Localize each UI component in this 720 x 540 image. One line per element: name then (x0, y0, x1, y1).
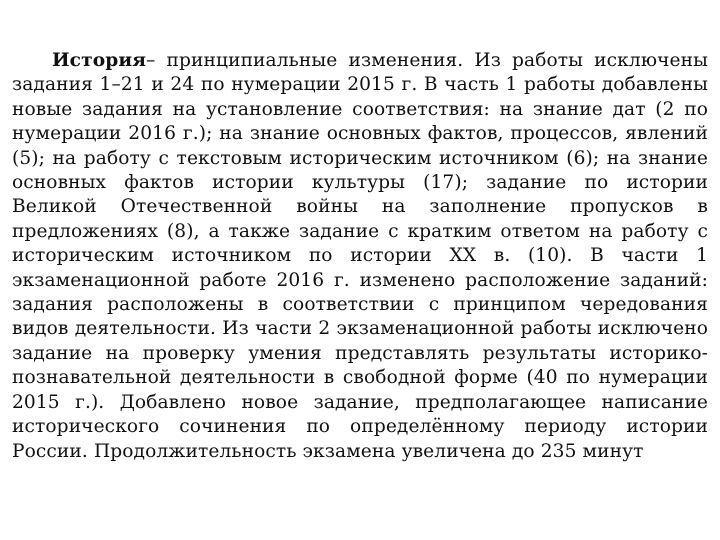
paragraph (12, 49, 708, 464)
paragraph-body: – принципиальные изменения. Из работы исключены задания 1–21 и 24 по нумерации 2015 г. В часть 1 работы добавлены новые задания на установление соответствия: на знание дат (2 по нумерации 2016 г.); на знание основных фактов, процессов, явлений (5); на работу с текстовым историческим источником (6); на знание основных фактов истории культуры (17); задание по истории Великой Отечественной войны на заполнение пропусков в предложениях (8), а также задание с кратким ответом на работу с историческим источником по истории XX в. (10). В части 1 экзаменационной работе 2016 г. изменено расположение заданий: задания расположены в соответствии с принципом чередования видов деятельности. Из части 2 экзаменационной работы исключено задание на проверку умения представлять результаты историко-познавательной деятельности в свободной форме (40 по нумерации 2015 г.). Добавлено новое задание, предполагающее написание исторического сочинения по определённому периоду истории России. Продолжительность экзамена увеличена до 235 минут (12, 50, 708, 462)
term-heading: История (52, 50, 147, 71)
